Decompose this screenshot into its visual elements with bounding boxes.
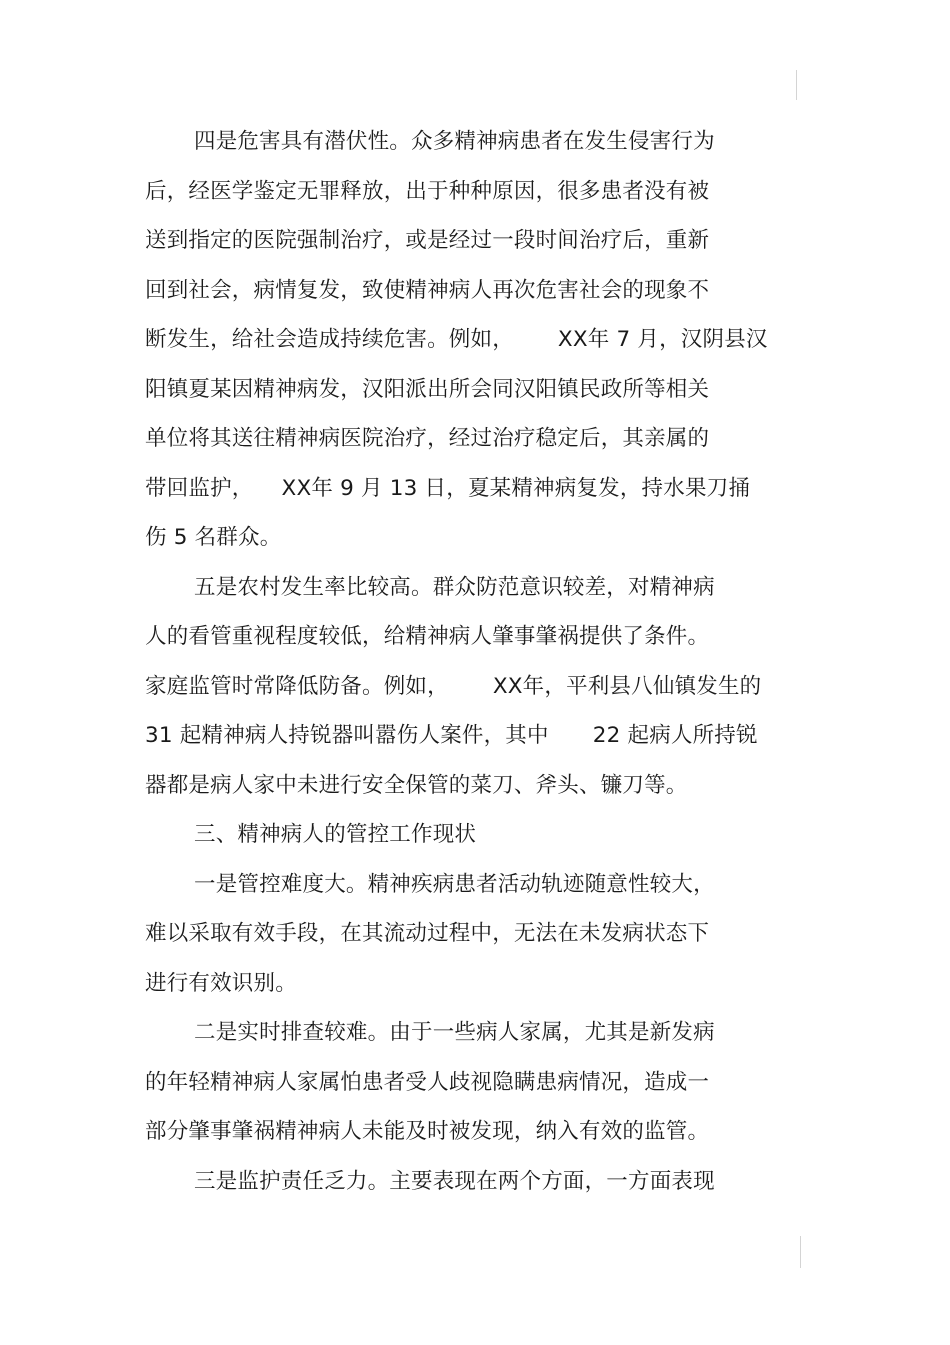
text-line: 难以采取有效手段，在其流动过程中，无法在未发病状态下 [145, 921, 710, 946]
text-line: 器都是病人家中未进行安全保管的菜刀、斧头、镰刀等。 [145, 772, 688, 798]
text-segment: XX年 7 月，汉阴县汉 [557, 327, 768, 352]
text-line [145, 667, 805, 717]
document-body [145, 122, 805, 1211]
text-line [145, 716, 805, 766]
text-line: 单位将其送往精神病医院治疗，经过治疗稳定后，其亲属的 [145, 426, 710, 451]
paragraph-screening-difficulty [145, 1013, 805, 1162]
text-line: 人的看管重视程度较低，给精神病人肇事肇祸提供了条件。 [145, 624, 710, 649]
text-line: 伤 5 名群众。 [145, 525, 282, 550]
text-segment: XX年，平利县八仙镇发生的 [492, 673, 762, 699]
text-line: 五是农村发生率比较高。群众防范意识较差，对精神病 [194, 574, 715, 600]
text-line: 三是监护责任乏力。主要表现在两个方面，一方面表现 [194, 1168, 715, 1194]
text-line: 送到指定的医院强制治疗，或是经过一段时间治疗后，重新 [145, 228, 710, 253]
text-line: 部分肇事肇祸精神病人未能及时被发现，纳入有效的监管。 [145, 1119, 710, 1144]
text-line: 阳镇夏某因精神病发，汉阳派出所会同汉阳镇民政所等相关 [145, 376, 710, 402]
page-corner-mark [796, 70, 797, 100]
text-line [145, 469, 805, 519]
text-segment: 22 起病人所持锐 [592, 723, 758, 748]
section-heading: 三、精神病人的管控工作现状 [194, 822, 477, 847]
text-segment: 带回监护， [145, 475, 254, 501]
text-line [145, 320, 805, 370]
text-segment: XX年 9 月 13 日，夏某精神病复发，持水果刀捅 [281, 475, 751, 501]
text-line: 二是实时排查较难。由于一些病人家属，尤其是新发病 [194, 1020, 715, 1045]
text-segment: 31 起精神病人持锐器叫嚣伤人案件，其中 [145, 723, 549, 748]
text-segment: 家庭监管时常降低防备。例如， [145, 673, 449, 699]
text-line: 进行有效识别。 [145, 970, 297, 996]
paragraph-control-difficulty [145, 865, 805, 1014]
text-line: 后，经医学鉴定无罪释放，出于种种原因，很多患者没有被 [145, 178, 710, 204]
text-segment: 断发生，给社会造成持续危害。例如， [145, 327, 514, 352]
page-corner-mark [800, 1236, 801, 1268]
text-line: 一是管控难度大。精神疾病患者活动轨迹随意性较大， [194, 871, 715, 897]
paragraph-rural-rate [145, 568, 805, 816]
text-line: 四是危害具有潜伏性。众多精神病患者在发生侵害行为 [194, 129, 715, 154]
text-line: 的年轻精神病人家属怕患者受人歧视隐瞒患病情况，造成一 [145, 1069, 710, 1095]
text-line: 回到社会，病情复发，致使精神病人再次危害社会的现象不 [145, 277, 710, 303]
paragraph-risk-latency [145, 122, 805, 568]
paragraph-guardianship [145, 1162, 805, 1212]
